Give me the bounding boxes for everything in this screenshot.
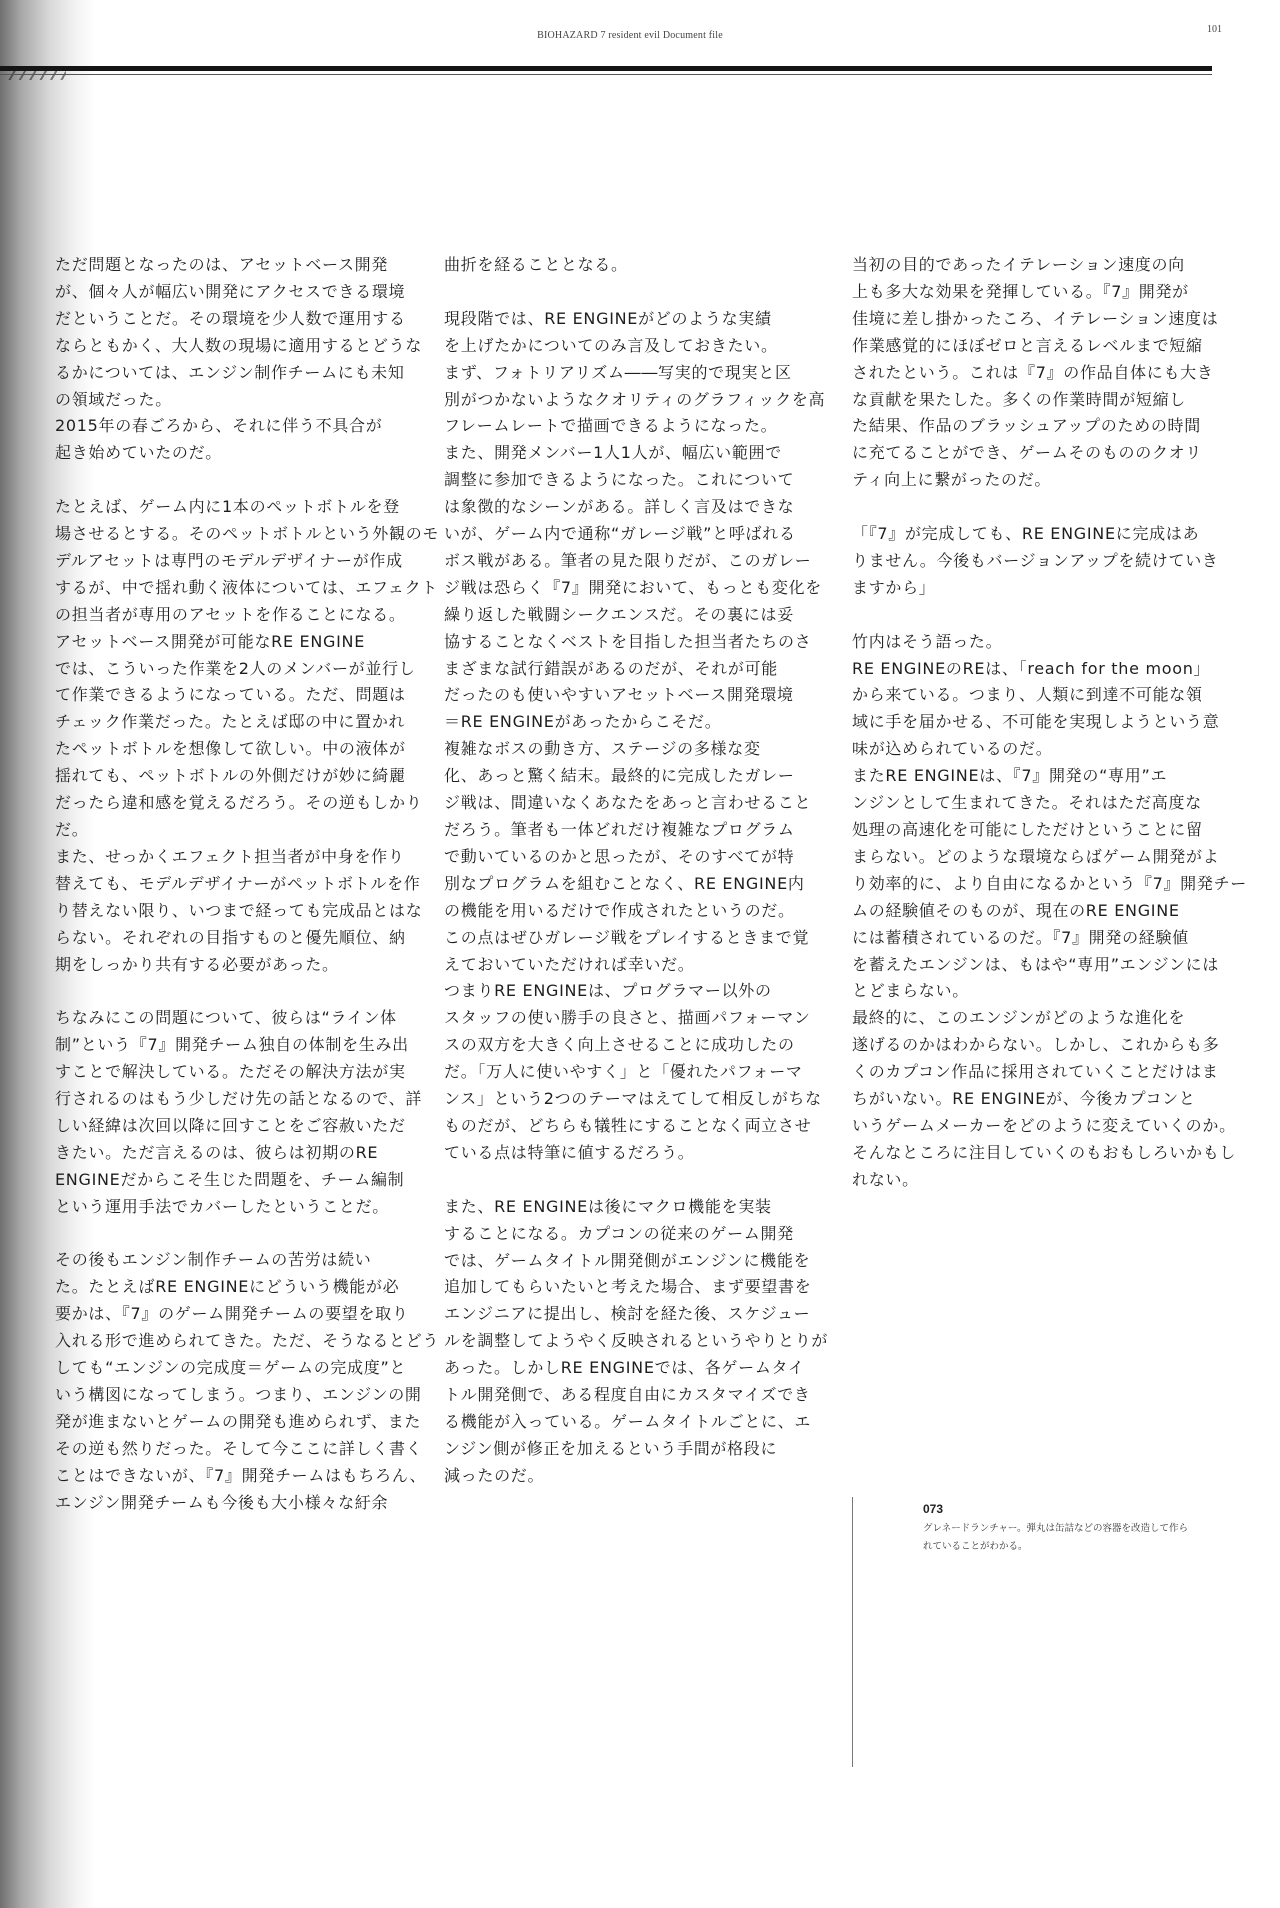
caption-number: 073 bbox=[923, 1502, 944, 1516]
text-line: の機能を用いるだけで作成されたというのだ。 bbox=[444, 900, 795, 920]
text-line: たペットボトルを想像して欲しい。中の液体が bbox=[55, 739, 406, 759]
header-rule-thin bbox=[0, 74, 1212, 75]
text-line: で動いているのかと思ったが、そのすべてが特 bbox=[444, 846, 795, 866]
text-line: 別がつかないようなクオリティのグラフィックを高 bbox=[444, 389, 826, 409]
text-line: には蓄積されているのだ。『7』開発の経験値 bbox=[852, 927, 1189, 947]
text-line: まず、フォトリアリズム――写実的で現実と区 bbox=[444, 362, 792, 382]
body-column-left bbox=[55, 252, 440, 1517]
text-line: スの双方を大きく向上させることに成功したの bbox=[444, 1035, 795, 1055]
body-column-right bbox=[852, 252, 1247, 1194]
text-line: えておいていただければ幸いだ。 bbox=[444, 954, 695, 974]
text-line: では、ゲームタイトル開発側がエンジンに機能を bbox=[444, 1250, 811, 1270]
caption-line: グレネードランチャー。弾丸は缶詰などの容器を改造して作ら bbox=[923, 1523, 1189, 1534]
text-line: ルを調整してようやく反映されるというやりとりが bbox=[444, 1331, 829, 1351]
text-line: ジ戦は恐らく『7』開発において、もっとも変化を bbox=[444, 577, 822, 597]
paragraph-gap bbox=[55, 1221, 405, 1248]
text-line: 「『7』が完成しても、RE ENGINEに完成はあ bbox=[852, 524, 1200, 544]
text-line: この点はぜひガレージ戦をプレイするときまで覚 bbox=[444, 927, 810, 947]
header-rule bbox=[0, 66, 1212, 71]
text-line: ＝RE ENGINEがあったからこそだ。 bbox=[444, 712, 722, 732]
text-line: そんなところに注目していくのもおもしろいかもし bbox=[852, 1142, 1237, 1162]
text-line: 制”という『7』開発チーム独自の体制を生み出 bbox=[55, 1035, 409, 1055]
text-line: れない。 bbox=[852, 1169, 919, 1189]
text-line: することになる。カプコンの従来のゲーム開発 bbox=[444, 1223, 794, 1243]
text-line: 替えても、モデルデザイナーがペットボトルを作 bbox=[55, 873, 421, 893]
text-line: チェック作業だった。たとえば邸の中に置かれ bbox=[55, 712, 406, 732]
text-line: た。たとえばRE ENGINEにどういう機能が必 bbox=[55, 1277, 400, 1297]
text-line: ことはできないが、『7』開発チームはもちろん、 bbox=[55, 1465, 427, 1485]
text-line: エンジニアに提出し、検討を経た後、スケジュー bbox=[444, 1304, 811, 1324]
text-line: ボス戦がある。筆者の見た限りだが、このガレー bbox=[444, 550, 812, 570]
text-line: では、こういった作業を2人のメンバーが並行し bbox=[55, 658, 416, 678]
text-line: その後もエンジン制作チームの苦労は続い bbox=[55, 1250, 372, 1270]
text-line: ENGINEだからこそ生じた問題を、チーム編制 bbox=[55, 1169, 405, 1189]
text-line: その逆も然りだった。そして今ここに詳しく書く bbox=[55, 1438, 423, 1458]
text-line: また、開発メンバー1人1人が、幅広い範囲で bbox=[444, 443, 782, 463]
text-line: を蓄えたエンジンは、もはや“専用”エンジンには bbox=[852, 954, 1220, 974]
text-line: 味が込められているのだ。 bbox=[852, 739, 1053, 759]
text-line: だったのも使いやすいアセットベース開発環境 bbox=[444, 685, 794, 705]
text-line: に充てることができ、ゲームそのもののクオリ bbox=[852, 443, 1203, 463]
text-line: アセットベース開発が可能なRE ENGINE bbox=[55, 631, 366, 651]
text-line: た結果、作品のブラッシュアップのための時間 bbox=[852, 416, 1201, 436]
text-line: すことで解決している。ただその解決方法が実 bbox=[55, 1062, 406, 1082]
text-line: 発が進まないとゲームの開発も進められず、また bbox=[55, 1411, 422, 1431]
text-line: ティ向上に繋がったのだ。 bbox=[852, 470, 1052, 490]
page-number: 101 bbox=[1207, 24, 1222, 35]
text-line: の担当者が専用のアセットを作ることになる。 bbox=[55, 604, 406, 624]
caption-line: れていることがわかる。 bbox=[923, 1541, 1028, 1552]
text-line: 減ったのだ。 bbox=[444, 1465, 545, 1485]
text-line: デルアセットは専門のモデルデザイナーが作成 bbox=[55, 550, 403, 570]
text-line: 追加してもらいたいと考えた場合、まず要望書を bbox=[444, 1277, 812, 1297]
text-line: を上げたかについてのみ言及しておきたい。 bbox=[444, 335, 778, 355]
text-line: 複雑なボスの動き方、ステージの多様な変 bbox=[444, 739, 761, 759]
text-line: たとえば、ゲーム内に1本のペットボトルを登 bbox=[55, 497, 400, 517]
text-line: ンス」という2つのテーマはえてして相反しがちな bbox=[444, 1089, 822, 1109]
text-line: まざまな試行錯誤があるのだが、それが可能 bbox=[444, 658, 779, 678]
text-line: エンジン開発チームも今後も大小様々な紆余 bbox=[55, 1492, 389, 1512]
text-line: 曲折を経ることとなる。 bbox=[444, 255, 628, 274]
text-line: 調整に参加できるようになった。これについて bbox=[444, 470, 795, 490]
body-column-middle bbox=[444, 252, 829, 1490]
text-line: いが、ゲーム内で通称“ガレージ戦”と呼ばれる bbox=[444, 524, 796, 544]
text-line: ている点は特筆に値するだろう。 bbox=[444, 1142, 695, 1162]
text-line: きたい。ただ言えるのは、彼らは初期のRE bbox=[55, 1142, 379, 1162]
text-line: するが、中で揺れ動く液体については、エフェクト bbox=[55, 577, 438, 597]
text-line: は象徴的なシーンがある。詳しく言及はできな bbox=[444, 497, 795, 517]
text-line: 場させるとする。そのペットボトルという外観のモ bbox=[55, 524, 440, 544]
text-line: 竹内はそう語った。 bbox=[852, 631, 1003, 651]
text-line: しても“エンジンの完成度＝ゲームの完成度”と bbox=[55, 1358, 407, 1378]
paragraph-gap bbox=[444, 279, 804, 306]
text-line: 期をしっかり共有する必要があった。 bbox=[55, 954, 339, 974]
text-line: 繰り返した戦闘シークエンスだ。その裏には妥 bbox=[444, 604, 794, 624]
text-line: 処理の高速化を可能にしただけということに留 bbox=[852, 820, 1203, 839]
text-line: トル開発側で、ある程度自由にカスタマイズでき bbox=[444, 1385, 811, 1405]
text-line: が、個々人が幅広い開発にアクセスできる環境 bbox=[55, 281, 406, 301]
text-line: る機能が入っている。ゲームタイトルごとに、エ bbox=[444, 1411, 812, 1431]
text-line: だということだ。その環境を少人数で運用する bbox=[55, 308, 406, 328]
text-line: まらない。どのような環境ならばゲーム開発がよ bbox=[852, 846, 1220, 866]
running-header: BIOHAZARD 7 resident evil Document file bbox=[537, 30, 723, 41]
text-line: くのカプコン作品に採用されていくことだけはま bbox=[852, 1062, 1219, 1082]
text-line: ちがいない。RE ENGINEが、今後カプコンと bbox=[852, 1089, 1196, 1109]
text-line: つまりRE ENGINEは、プログラマー以外の bbox=[444, 981, 772, 1001]
figure-caption bbox=[923, 1502, 1223, 1556]
text-line: いう構図になってしまう。つまり、エンジンの開 bbox=[55, 1385, 422, 1405]
text-line: 要かは、『7』のゲーム開発チームの要望を取り bbox=[55, 1304, 409, 1324]
text-line: 遂げるのかはわからない。しかし、これからも多 bbox=[852, 1035, 1220, 1055]
text-line: だ。 bbox=[55, 820, 89, 840]
text-line: 行されるのはもう少しだけ先の話となるので、詳 bbox=[55, 1089, 423, 1109]
text-line: ンジン側が修正を加えるという手間が格段に bbox=[444, 1438, 778, 1458]
text-line: しい経緯は次回以降に回すことをご容赦いただ bbox=[55, 1115, 406, 1135]
text-line: て作業できるようになっている。ただ、問題は bbox=[55, 685, 406, 705]
text-line: ただ問題となったのは、アセットベース開発 bbox=[55, 255, 389, 274]
text-line: ますから」 bbox=[852, 577, 936, 597]
paragraph-gap bbox=[852, 494, 1212, 521]
text-line: フレームレートで描画できるようになった。 bbox=[444, 416, 778, 436]
text-line: 上も多大な効果を発揮している。『7』開発が bbox=[852, 281, 1189, 301]
text-line: RE ENGINEのREは、「reach for the moon」 bbox=[852, 658, 1211, 678]
text-line: またRE ENGINEは、『7』開発の“専用”エ bbox=[852, 766, 1168, 786]
text-line: 作業感覚的にほぼゼロと言えるレベルまで短縮 bbox=[852, 335, 1203, 355]
text-line: だろう。筆者も一体どれだけ複雑なプログラム bbox=[444, 820, 795, 840]
text-line: 入れる形で進められてきた。ただ、そうなるとどう bbox=[55, 1331, 440, 1351]
text-line: 最終的に、このエンジンがどのような進化を bbox=[852, 1008, 1186, 1028]
text-line: の領域だった。 bbox=[55, 389, 172, 409]
text-line: 揺れても、ペットボトルの外側だけが妙に綺麗 bbox=[55, 766, 406, 786]
text-line: 2015年の春ごろから、それに伴う不具合が bbox=[55, 416, 383, 436]
text-line: 佳境に差し掛かったころ、イテレーション速度は bbox=[852, 308, 1219, 328]
text-line: ンジンとして生まれてきた。それはただ高度な bbox=[852, 793, 1202, 813]
text-line: スタッフの使い勝手の良さと、描画パフォーマン bbox=[444, 1008, 811, 1028]
caption-rule bbox=[852, 1497, 853, 1767]
text-line: から来ている。つまり、人類に到達不可能な領 bbox=[852, 685, 1203, 705]
text-line: 当初の目的であったイテレーション速度の向 bbox=[852, 255, 1185, 274]
text-line: ジ戦は、間違いなくあなたをあっと言わせること bbox=[444, 793, 812, 813]
text-line: ムの経験値そのものが、現在のRE ENGINE bbox=[852, 900, 1180, 920]
text-line: るかについては、エンジン制作チームにも未知 bbox=[55, 362, 405, 382]
text-line: 別なプログラムを組むことなく、RE ENGINE内 bbox=[444, 873, 805, 893]
text-line: らない。それぞれの目指すものと優先順位、納 bbox=[55, 927, 406, 947]
text-line: いうゲームメーカーをどのように変えていくのか。 bbox=[852, 1115, 1236, 1135]
text-line: されたという。これは『7』の作品自体にも大き bbox=[852, 362, 1214, 382]
text-line: な貢献を果たした。多くの作業時間が短縮し bbox=[852, 389, 1187, 409]
text-line: 化、あっと驚く結末。最終的に完成したガレー bbox=[444, 766, 795, 786]
text-line: り替えない限り、いつまで経っても完成品とはな bbox=[55, 900, 423, 920]
text-line: 協することなくベストを目指した担当者たちのさ bbox=[444, 631, 812, 651]
text-line: ならともかく、大人数の現場に適用するとどうな bbox=[55, 335, 423, 355]
text-line: とどまらない。 bbox=[852, 981, 969, 1001]
text-line: また、RE ENGINEは後にマクロ機能を実装 bbox=[444, 1196, 772, 1216]
text-line: 起き始めていたのだ。 bbox=[55, 443, 223, 463]
text-line: だ。「万人に使いやすく」と「優れたパフォーマ bbox=[444, 1062, 803, 1082]
text-line: だったら違和感を覚えるだろう。その逆もしかり bbox=[55, 793, 423, 813]
text-line: ちなみにこの問題について、彼らは“ライン体 bbox=[55, 1008, 397, 1028]
paragraph-gap bbox=[55, 467, 405, 494]
text-line: あった。しかしRE ENGINEでは、各ゲームタイ bbox=[444, 1358, 805, 1378]
paragraph-gap bbox=[55, 978, 405, 1005]
text-line: という運用手法でカバーしたということだ。 bbox=[55, 1196, 390, 1216]
paragraph-gap bbox=[444, 1167, 804, 1194]
text-line: また、せっかくエフェクト担当者が中身を作り bbox=[55, 846, 405, 866]
text-line: 域に手を届かせる、不可能を実現しようという意 bbox=[852, 712, 1220, 732]
paragraph-gap bbox=[852, 602, 1212, 629]
text-line: りません。今後もバージョンアップを続けていき bbox=[852, 550, 1219, 570]
text-line: 現段階では、RE ENGINEがどのような実績 bbox=[444, 308, 772, 328]
text-line: り効率的に、より自由になるかという『7』開発チー bbox=[852, 873, 1247, 893]
text-line: ものだが、どちらも犠牲にすることなく両立させ bbox=[444, 1115, 812, 1135]
